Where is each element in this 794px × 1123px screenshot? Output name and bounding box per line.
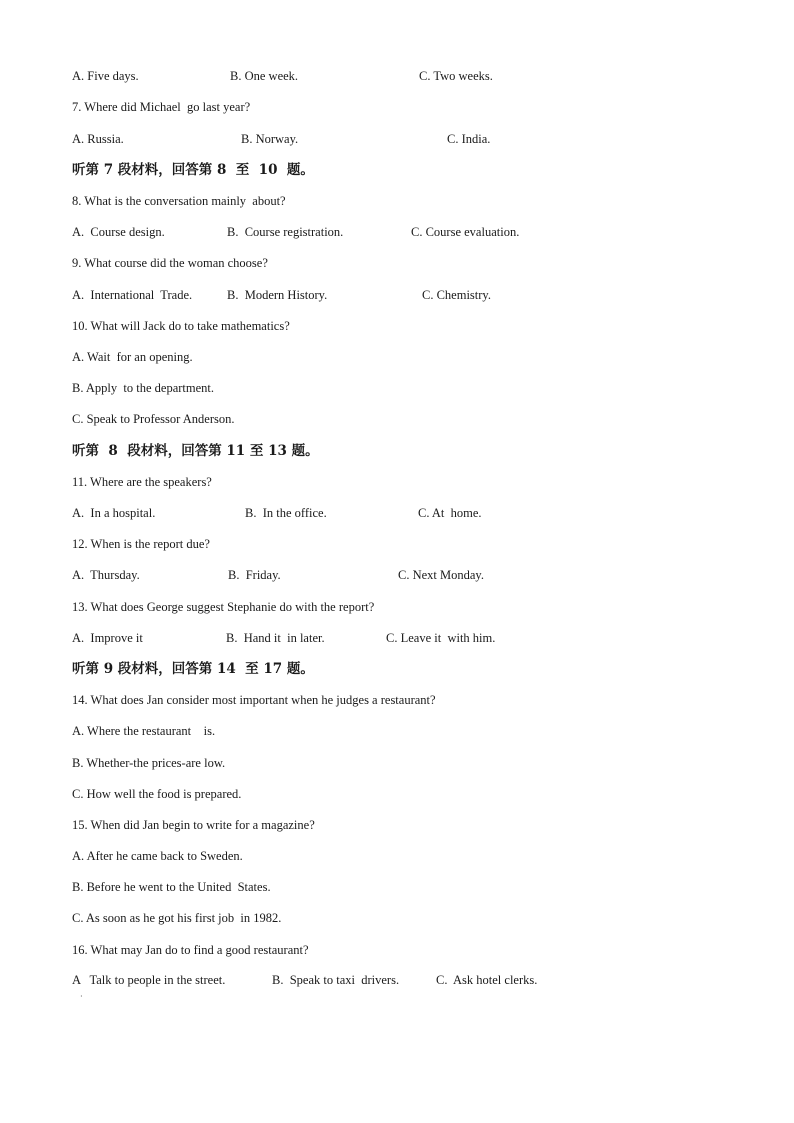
q8-option-c: C. Course evaluation.: [411, 225, 520, 239]
q7-option-b: B. Norway.: [241, 132, 299, 146]
q13-option-c: C. Leave it with him.: [386, 631, 496, 645]
q12-option-b: B. Friday.: [228, 568, 281, 582]
q14-question: 14. What does Jan consider most important when he judges a restaurant?: [72, 693, 436, 707]
q10-option-c: C. Speak to Professor Anderson.: [72, 412, 235, 426]
q16-question: 16. What may Jan do to find a good restaurant?: [72, 943, 309, 957]
q9-question: 9. What course did the woman choose?: [72, 256, 268, 270]
q14-option-a: A. Where the restaurant is.: [72, 724, 216, 738]
q8-option-b: B. Course registration.: [227, 225, 344, 239]
q7-option-c: C. India.: [447, 132, 491, 146]
q6-option-b: B. One week.: [230, 69, 299, 83]
q11-question: 11. Where are the speakers?: [72, 475, 212, 489]
q15-option-c: C. As soon as he got his first job in 1982.: [72, 911, 282, 925]
q13-option-b: B. Hand it in later.: [226, 631, 325, 645]
q13-option-a: A. Improve it: [72, 631, 143, 645]
q10-question: 10. What will Jack do to take mathematics?: [72, 319, 290, 333]
q10-option-a: A. Wait for an opening.: [72, 350, 193, 364]
q12-option-c: C. Next Monday.: [398, 568, 484, 582]
q7-option-a: A. Russia.: [72, 132, 124, 146]
q12-option-a: A. Thursday.: [72, 568, 140, 582]
q15-question: 15. When did Jan begin to write for a magazine?: [72, 818, 315, 832]
q15-option-a: A. After he came back to Sweden.: [72, 849, 243, 863]
q14-option-b: B. Whether-the prices-are low.: [72, 756, 226, 770]
q9-option-a: A. International Trade.: [72, 288, 193, 302]
q13-question: 13. What does George suggest Stephanie do with the report?: [72, 600, 375, 614]
section-heading-7: 听第 7 段材料，回答第 8 至 10 题。: [72, 162, 314, 178]
q8-question: 8. What is the conversation mainly about?: [72, 194, 286, 208]
q11-option-a: A. In a hospital.: [72, 506, 156, 520]
q8-option-a: A. Course design.: [72, 225, 165, 239]
q9-option-c: C. Chemistry.: [422, 288, 491, 302]
q11-option-b: B. In the office.: [245, 506, 327, 520]
q16-option-c: C. Ask hotel clerks.: [436, 973, 538, 987]
section-heading-9: 听第 9 段材料，回答第 14 至 17 题。: [72, 661, 314, 677]
q12-question: 12. When is the report due?: [72, 537, 210, 551]
section-heading-8: 听第 8 段材料，回答第 11 至 13 题。: [72, 443, 319, 459]
q9-option-b: B. Modern History.: [227, 288, 328, 302]
q16-option-b: B. Speak to taxi drivers.: [272, 973, 400, 987]
q14-option-c: C. How well the food is prepared.: [72, 787, 242, 801]
q6-option-a: A. Five days.: [72, 69, 139, 83]
q10-option-b: B. Apply to the department.: [72, 381, 214, 395]
q16-option-a: A Talk to people in the street.: [72, 973, 226, 987]
q6-option-c: C. Two weeks.: [419, 69, 493, 83]
stray-mark: ·: [80, 992, 83, 1001]
q7-question: 7. Where did Michael go last year?: [72, 100, 251, 114]
q11-option-c: C. At home.: [418, 506, 482, 520]
q15-option-b: B. Before he went to the United States.: [72, 880, 271, 894]
